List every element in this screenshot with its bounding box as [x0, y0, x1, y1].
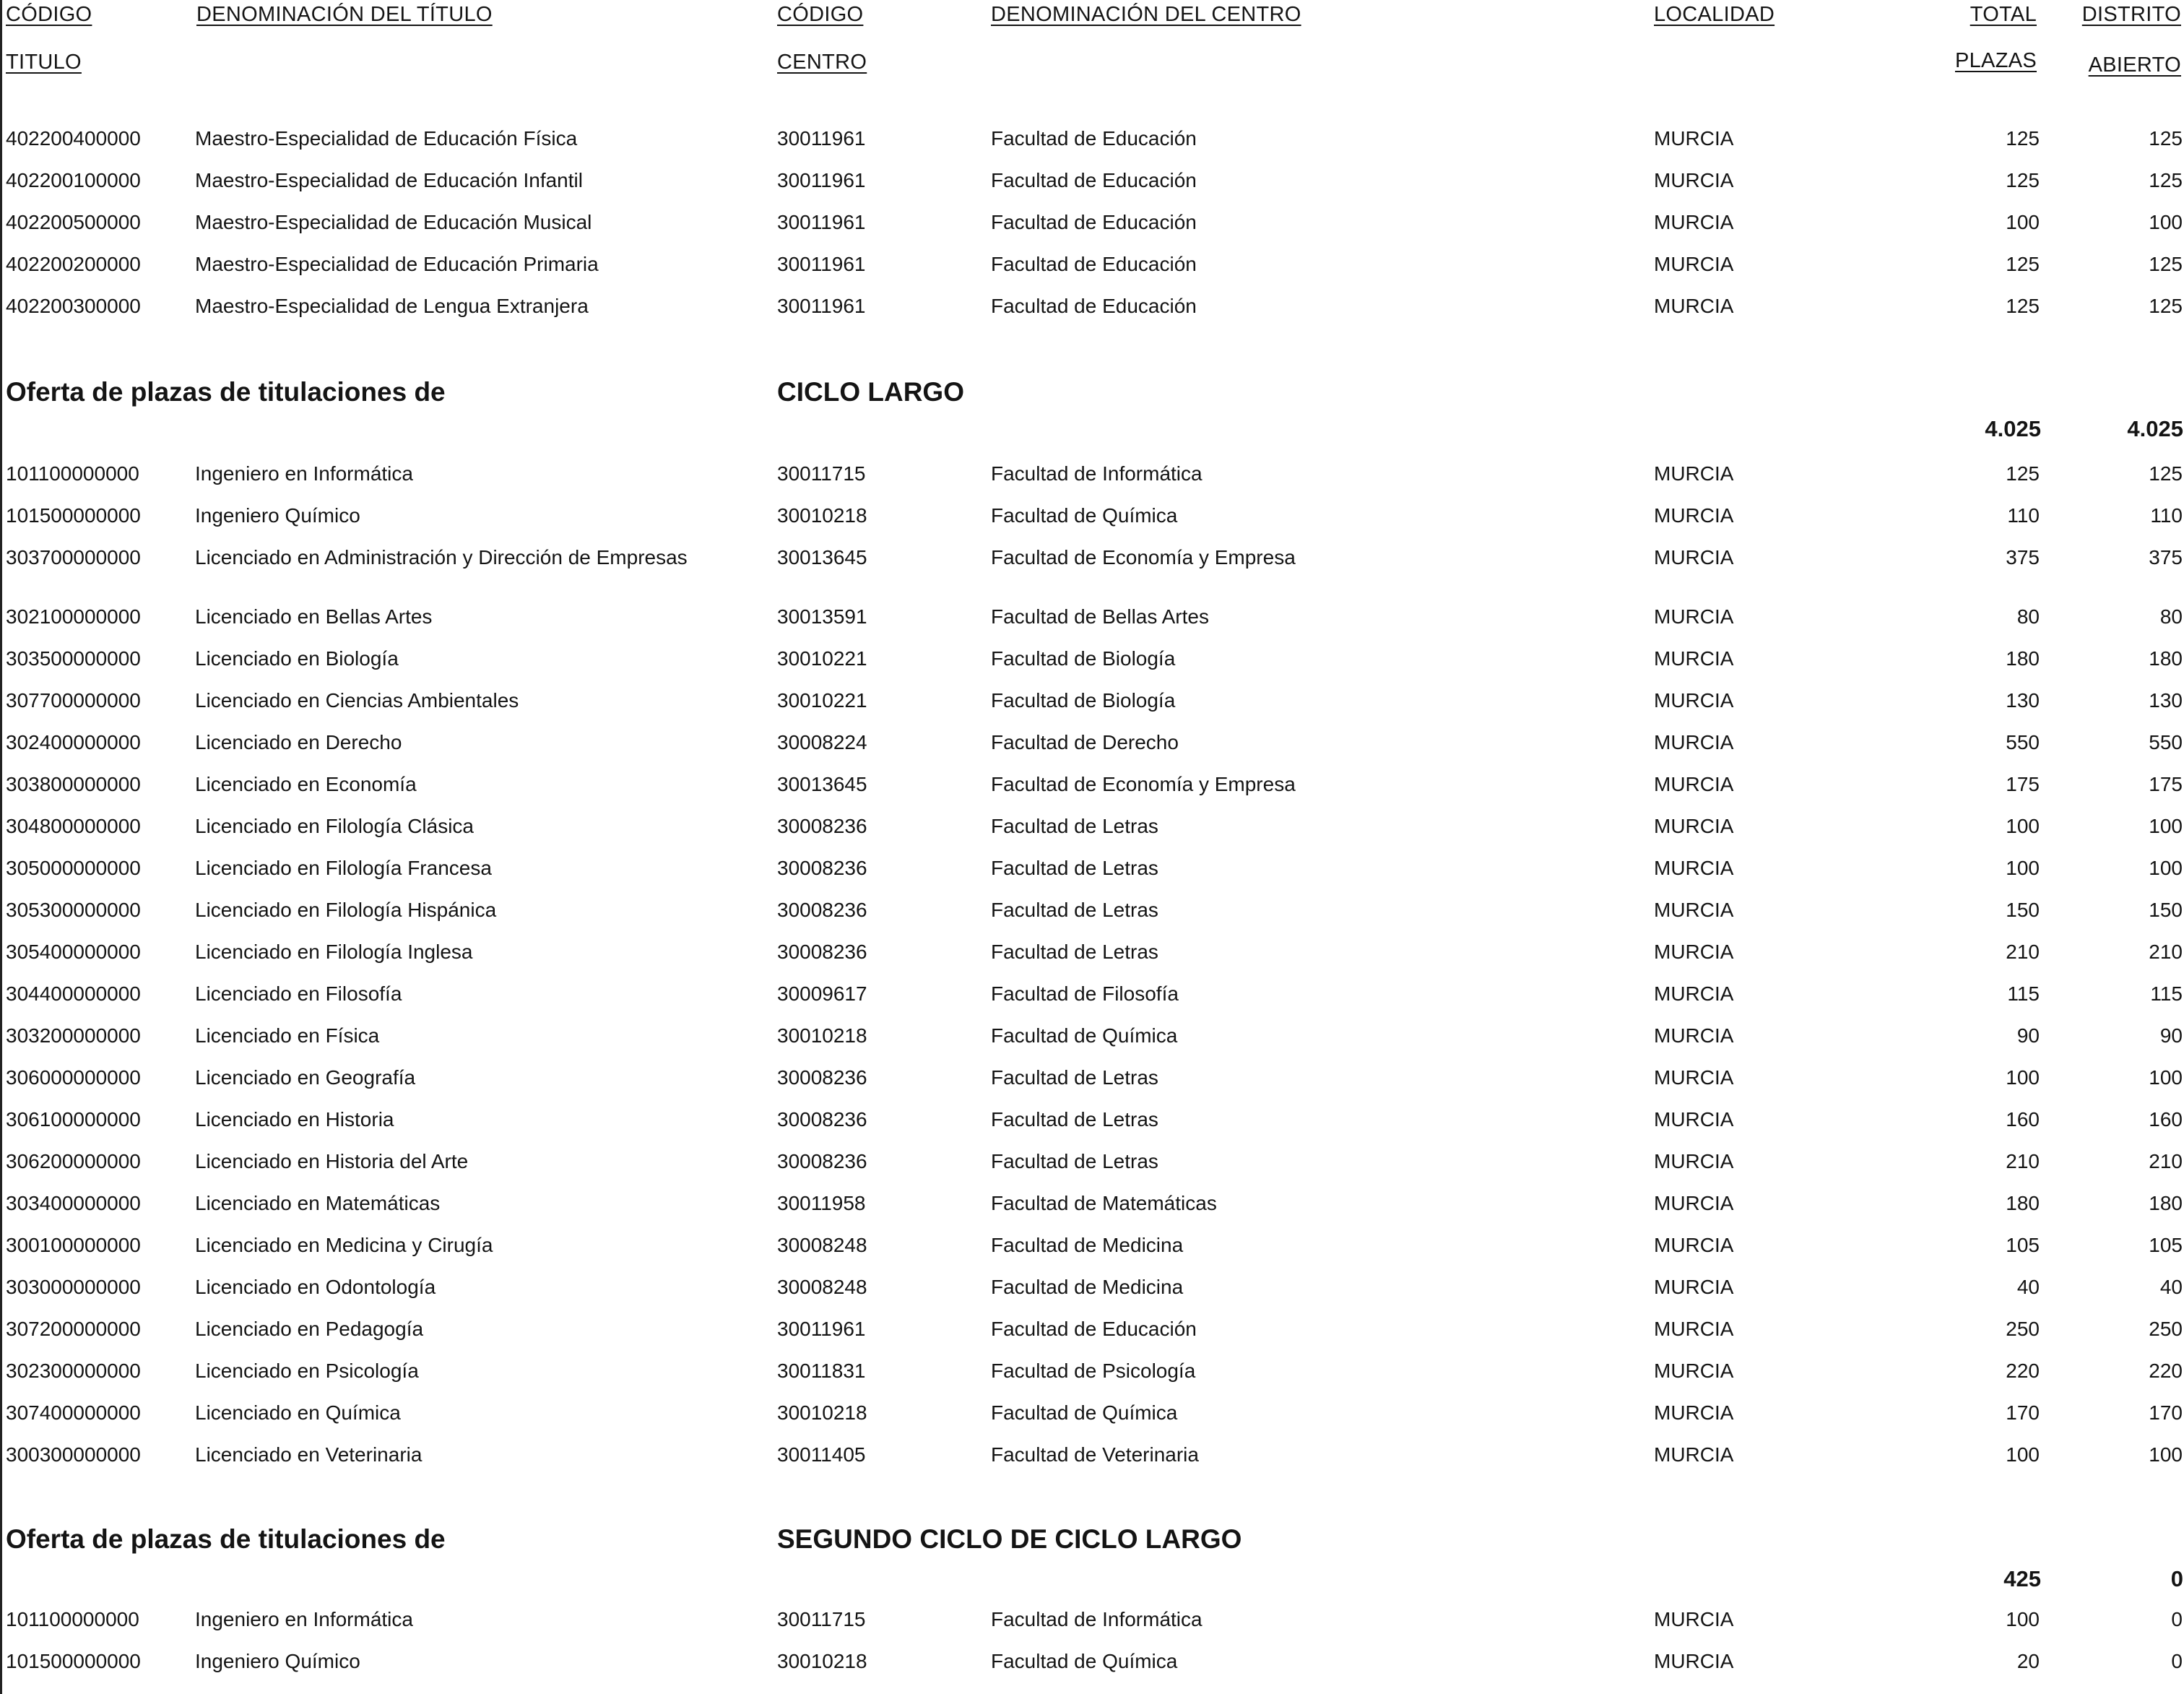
table-row [0, 1273, 2184, 1302]
codigo-titulo-cell: 303000000000 [6, 1276, 141, 1298]
distrito-abierto-cell: 80 [2159, 605, 2183, 628]
localidad-cell: MURCIA [1654, 127, 1734, 150]
total-plazas-cell: 100 [2006, 1443, 2040, 1466]
table-row [0, 250, 2184, 279]
titulo-cell: Maestro-Especialidad de Educación Musical [195, 211, 592, 233]
total-plazas-cell: 180 [2006, 647, 2040, 670]
codigo-centro-cell: 30008236 [777, 899, 867, 921]
distrito-abierto-cell: 0 [2171, 1650, 2183, 1672]
titulo-cell: Maestro-Especialidad de Educación Primaria [195, 253, 599, 275]
table-row [0, 686, 2184, 715]
total-plazas-cell: 40 [2016, 1276, 2040, 1298]
titulo-cell: Licenciado en Pedagogía [195, 1318, 424, 1340]
total-plazas-cell: 210 [2006, 941, 2040, 963]
table-row [0, 208, 2184, 237]
total-plazas-cell: 125 [2006, 127, 2040, 150]
titulo-cell: Licenciado en Geografía [195, 1066, 416, 1089]
total-plazas-cell: 115 [2007, 982, 2040, 1005]
total-plazas-cell: 210 [2006, 1150, 2040, 1172]
centro-cell: Facultad de Letras [991, 1108, 1158, 1131]
codigo-centro-cell: 30010221 [777, 647, 867, 670]
centro-cell: Facultad de Educación [991, 1318, 1197, 1340]
total-plazas-cell: 100 [2006, 211, 2040, 233]
total-plazas-cell: 125 [2006, 462, 2040, 485]
codigo-titulo-cell: 101100000000 [6, 462, 139, 485]
distrito-abierto-cell: 40 [2159, 1276, 2183, 1298]
centro-cell: Facultad de Letras [991, 941, 1158, 963]
distrito-abierto-cell: 125 [2149, 169, 2183, 191]
codigo-titulo-cell: 300100000000 [6, 1234, 141, 1256]
header-localidad: LOCALIDAD [1654, 3, 1775, 26]
codigo-centro-cell: 30008236 [777, 857, 867, 879]
codigo-titulo-cell: 101100000000 [6, 1608, 139, 1630]
codigo-titulo-cell: 402200500000 [6, 211, 141, 233]
codigo-titulo-cell: 306000000000 [6, 1066, 141, 1089]
codigo-centro-cell: 30008236 [777, 941, 867, 963]
total-plazas-cell: 175 [2006, 773, 2040, 795]
distrito-abierto-cell: 220 [2149, 1360, 2183, 1382]
table-row [0, 292, 2184, 321]
localidad-cell: MURCIA [1654, 1192, 1734, 1214]
titulo-cell: Licenciado en Historia del Arte [195, 1150, 469, 1172]
codigo-titulo-cell: 305400000000 [6, 941, 141, 963]
titulo-cell: Licenciado en Filología Hispánica [195, 899, 497, 921]
table-row [0, 1021, 2184, 1050]
codigo-titulo-cell: 101500000000 [6, 1650, 141, 1672]
centro-cell: Facultad de Letras [991, 1150, 1158, 1172]
table-row [0, 1147, 2184, 1176]
codigo-centro-cell: 30008236 [777, 1108, 867, 1131]
distrito-abierto-cell: 105 [2149, 1234, 2183, 1256]
table-row [0, 1399, 2184, 1427]
localidad-cell: MURCIA [1654, 1066, 1734, 1089]
section-label: Oferta de plazas de titulaciones de [6, 1524, 446, 1554]
codigo-centro-cell: 30008224 [777, 731, 867, 753]
localidad-cell: MURCIA [1654, 731, 1734, 753]
table-row [0, 543, 2184, 572]
titulo-cell: Maestro-Especialidad de Educación Infantil [195, 169, 583, 191]
codigo-centro-cell: 30013645 [777, 546, 867, 569]
centro-cell: Facultad de Química [991, 504, 1178, 527]
total-plazas-cell: 550 [2006, 731, 2040, 753]
distrito-abierto-cell: 180 [2149, 647, 2183, 670]
total-plazas-cell: 100 [2006, 815, 2040, 837]
codigo-titulo-cell: 402200200000 [6, 253, 141, 275]
codigo-centro-cell: 30011831 [777, 1360, 866, 1382]
total-plazas-cell: 130 [2006, 689, 2040, 712]
total-plazas-cell: 80 [2016, 605, 2040, 628]
titulo-cell: Maestro-Especialidad de Lengua Extranjera [195, 295, 589, 317]
distrito-abierto-cell: 180 [2149, 1192, 2183, 1214]
table-row [0, 854, 2184, 883]
localidad-cell: MURCIA [1654, 1360, 1734, 1382]
codigo-centro-cell: 30011715 [777, 462, 866, 485]
header-distrito-line1: DISTRITO [2081, 3, 2181, 26]
localidad-cell: MURCIA [1654, 605, 1734, 628]
localidad-cell: MURCIA [1654, 1234, 1734, 1256]
centro-cell: Facultad de Educación [991, 169, 1197, 191]
codigo-titulo-cell: 307700000000 [6, 689, 141, 712]
titulo-cell: Licenciado en Física [195, 1024, 380, 1047]
total-plazas-cell: 170 [2006, 1401, 2040, 1424]
table-row [0, 1605, 2184, 1634]
codigo-centro-cell: 30008236 [777, 1150, 867, 1172]
centro-cell: Facultad de Informática [991, 462, 1202, 485]
localidad-cell: MURCIA [1654, 689, 1734, 712]
distrito-abierto-cell: 125 [2149, 295, 2183, 317]
codigo-centro-cell: 30013645 [777, 773, 867, 795]
distrito-abierto-cell: 125 [2149, 462, 2183, 485]
localidad-cell: MURCIA [1654, 647, 1734, 670]
titulo-cell: Licenciado en Filología Francesa [195, 857, 492, 879]
total-plazas-cell: 160 [2006, 1108, 2040, 1131]
table-row [0, 459, 2184, 488]
centro-cell: Facultad de Química [991, 1024, 1178, 1047]
titulo-cell: Ingeniero en Informática [195, 1608, 413, 1630]
codigo-centro-cell: 30008236 [777, 1066, 867, 1089]
header-distrito-line2: ABIERTO [2088, 53, 2181, 77]
titulo-cell: Licenciado en Biología [195, 647, 399, 670]
titulo-cell: Licenciado en Ciencias Ambientales [195, 689, 519, 712]
localidad-cell: MURCIA [1654, 295, 1734, 317]
centro-cell: Facultad de Veterinaria [991, 1443, 1199, 1466]
titulo-cell: Licenciado en Bellas Artes [195, 605, 433, 628]
codigo-titulo-cell: 402200300000 [6, 295, 141, 317]
centro-cell: Facultad de Letras [991, 857, 1158, 879]
table-row [0, 1105, 2184, 1134]
total-plazas-cell: 100 [2006, 857, 2040, 879]
total-plazas-cell: 125 [2006, 253, 2040, 275]
header-denominacion-centro: DENOMINACIÓN DEL CENTRO [991, 3, 1301, 26]
centro-cell: Facultad de Química [991, 1401, 1178, 1424]
total-plazas-cell: 105 [2006, 1234, 2040, 1256]
total-plazas-cell: 150 [2006, 899, 2040, 921]
codigo-titulo-cell: 306100000000 [6, 1108, 141, 1131]
titulo-cell: Licenciado en Derecho [195, 731, 402, 753]
codigo-centro-cell: 30011961 [777, 295, 866, 317]
titulo-cell: Licenciado en Historia [195, 1108, 394, 1131]
localidad-cell: MURCIA [1654, 815, 1734, 837]
table-row [0, 812, 2184, 841]
localidad-cell: MURCIA [1654, 504, 1734, 527]
centro-cell: Facultad de Bellas Artes [991, 605, 1209, 628]
table-row [0, 1357, 2184, 1386]
header-denominacion-titulo: DENOMINACIÓN DEL TÍTULO [196, 3, 493, 26]
codigo-centro-cell: 30011961 [777, 211, 866, 233]
table-row [0, 1063, 2184, 1092]
localidad-cell: MURCIA [1654, 546, 1734, 569]
codigo-titulo-cell: 402200400000 [6, 127, 141, 150]
table-row [0, 1647, 2184, 1676]
distrito-abierto-cell: 90 [2159, 1024, 2183, 1047]
localidad-cell: MURCIA [1654, 982, 1734, 1005]
table-row [0, 602, 2184, 631]
codigo-centro-cell: 30008236 [777, 815, 867, 837]
distrito-abierto-cell: 0 [2171, 1608, 2183, 1630]
centro-cell: Facultad de Biología [991, 647, 1176, 670]
codigo-titulo-cell: 300300000000 [6, 1443, 141, 1466]
total-plazas-cell: 110 [2007, 504, 2040, 527]
titulo-cell: Licenciado en Economía [195, 773, 417, 795]
localidad-cell: MURCIA [1654, 1608, 1734, 1630]
total-plazas-cell: 250 [2006, 1318, 2040, 1340]
total-plazas-cell: 100 [2006, 1066, 2040, 1089]
total-plazas-cell: 20 [2016, 1650, 2040, 1672]
titulo-cell: Ingeniero Químico [195, 1650, 360, 1672]
header-codigo-titulo-line1: CÓDIGO [6, 3, 92, 26]
distrito-abierto-cell: 125 [2149, 127, 2183, 150]
centro-cell: Facultad de Derecho [991, 731, 1179, 753]
codigo-centro-cell: 30011961 [777, 1318, 866, 1340]
centro-cell: Facultad de Filosofía [991, 982, 1179, 1005]
titulo-cell: Licenciado en Administración y Dirección de Empresas [195, 546, 688, 569]
centro-cell: Facultad de Economía y Empresa [991, 773, 1296, 795]
centro-cell: Facultad de Educación [991, 295, 1197, 317]
localidad-cell: MURCIA [1654, 169, 1734, 191]
codigo-titulo-cell: 305000000000 [6, 857, 141, 879]
titulo-cell: Licenciado en Psicología [195, 1360, 419, 1382]
titulo-cell: Licenciado en Odontología [195, 1276, 436, 1298]
codigo-titulo-cell: 303500000000 [6, 647, 141, 670]
codigo-titulo-cell: 303400000000 [6, 1192, 141, 1214]
section-total-plazas: 425 [2003, 1566, 2041, 1591]
table-row [0, 938, 2184, 967]
centro-cell: Facultad de Letras [991, 815, 1158, 837]
localidad-cell: MURCIA [1654, 899, 1734, 921]
localidad-cell: MURCIA [1654, 1318, 1734, 1340]
section-total-distrito: 4.025 [2127, 416, 2183, 441]
titulo-cell: Ingeniero en Informática [195, 462, 413, 485]
header-codigo-centro-line2: CENTRO [777, 51, 867, 74]
distrito-abierto-cell: 250 [2149, 1318, 2183, 1340]
distrito-abierto-cell: 100 [2149, 1066, 2183, 1089]
table-row [0, 1189, 2184, 1218]
distrito-abierto-cell: 110 [2150, 504, 2183, 527]
centro-cell: Facultad de Educación [991, 253, 1197, 275]
header-codigo-titulo-line2: TITULO [6, 51, 82, 74]
codigo-centro-cell: 30010218 [777, 1650, 867, 1672]
codigo-titulo-cell: 304400000000 [6, 982, 141, 1005]
localidad-cell: MURCIA [1654, 1024, 1734, 1047]
section-label: Oferta de plazas de titulaciones de [6, 377, 446, 407]
total-plazas-cell: 125 [2006, 295, 2040, 317]
codigo-titulo-cell: 307200000000 [6, 1318, 141, 1340]
centro-cell: Facultad de Medicina [991, 1234, 1184, 1256]
localidad-cell: MURCIA [1654, 253, 1734, 275]
codigo-centro-cell: 30010218 [777, 1024, 867, 1047]
titulo-cell: Ingeniero Químico [195, 504, 360, 527]
total-plazas-cell: 220 [2006, 1360, 2040, 1382]
distrito-abierto-cell: 100 [2149, 1443, 2183, 1466]
localidad-cell: MURCIA [1654, 1401, 1734, 1424]
localidad-cell: MURCIA [1654, 773, 1734, 795]
titulo-cell: Licenciado en Veterinaria [195, 1443, 422, 1466]
header-codigo-centro-line1: CÓDIGO [777, 3, 864, 26]
centro-cell: Facultad de Economía y Empresa [991, 546, 1296, 569]
section-total-distrito: 0 [2170, 1566, 2183, 1591]
centro-cell: Facultad de Letras [991, 899, 1158, 921]
section-total-plazas: 4.025 [1985, 416, 2041, 441]
codigo-titulo-cell: 303700000000 [6, 546, 141, 569]
codigo-centro-cell: 30010221 [777, 689, 867, 712]
centro-cell: Facultad de Psicología [991, 1360, 1196, 1382]
distrito-abierto-cell: 100 [2149, 815, 2183, 837]
codigo-titulo-cell: 101500000000 [6, 504, 141, 527]
localidad-cell: MURCIA [1654, 1108, 1734, 1131]
distrito-abierto-cell: 115 [2150, 982, 2183, 1005]
localidad-cell: MURCIA [1654, 1150, 1734, 1172]
codigo-titulo-cell: 303200000000 [6, 1024, 141, 1047]
table-row [0, 980, 2184, 1008]
section-cycle-title: CICLO LARGO [777, 377, 964, 407]
titulo-cell: Licenciado en Filosofía [195, 982, 402, 1005]
localidad-cell: MURCIA [1654, 1443, 1734, 1466]
centro-cell: Facultad de Educación [991, 211, 1197, 233]
distrito-abierto-cell: 150 [2149, 899, 2183, 921]
table-row [0, 166, 2184, 195]
codigo-titulo-cell: 302400000000 [6, 731, 141, 753]
localidad-cell: MURCIA [1654, 462, 1734, 485]
codigo-centro-cell: 30008248 [777, 1234, 867, 1256]
distrito-abierto-cell: 100 [2149, 857, 2183, 879]
codigo-centro-cell: 30011961 [777, 127, 866, 150]
total-plazas-cell: 100 [2006, 1608, 2040, 1630]
distrito-abierto-cell: 375 [2149, 546, 2183, 569]
codigo-titulo-cell: 302100000000 [6, 605, 141, 628]
distrito-abierto-cell: 130 [2149, 689, 2183, 712]
distrito-abierto-cell: 125 [2149, 253, 2183, 275]
codigo-titulo-cell: 307400000000 [6, 1401, 141, 1424]
table-row [0, 644, 2184, 673]
localidad-cell: MURCIA [1654, 857, 1734, 879]
codigo-titulo-cell: 402200100000 [6, 169, 141, 191]
codigo-titulo-cell: 305300000000 [6, 899, 141, 921]
table-row [0, 896, 2184, 925]
codigo-titulo-cell: 303800000000 [6, 773, 141, 795]
centro-cell: Facultad de Biología [991, 689, 1176, 712]
codigo-centro-cell: 30011961 [777, 253, 866, 275]
localidad-cell: MURCIA [1654, 211, 1734, 233]
titulo-cell: Maestro-Especialidad de Educación Física [195, 127, 578, 150]
distrito-abierto-cell: 100 [2149, 211, 2183, 233]
codigo-centro-cell: 30008248 [777, 1276, 867, 1298]
table-row [0, 501, 2184, 530]
centro-cell: Facultad de Letras [991, 1066, 1158, 1089]
header-total-line2: PLAZAS [1954, 49, 2037, 72]
distrito-abierto-cell: 170 [2149, 1401, 2183, 1424]
table-row [0, 1231, 2184, 1260]
codigo-centro-cell: 30013591 [777, 605, 867, 628]
table-row [0, 1315, 2184, 1344]
table-row [0, 728, 2184, 757]
total-plazas-cell: 375 [2006, 546, 2040, 569]
table-row [0, 124, 2184, 153]
header-total-line1: TOTAL [1970, 3, 2037, 26]
codigo-centro-cell: 30009617 [777, 982, 867, 1005]
centro-cell: Facultad de Química [991, 1650, 1178, 1672]
codigo-titulo-cell: 302300000000 [6, 1360, 141, 1382]
centro-cell: Facultad de Educación [991, 127, 1197, 150]
codigo-centro-cell: 30011405 [777, 1443, 866, 1466]
total-plazas-cell: 90 [2016, 1024, 2040, 1047]
section-cycle-title: SEGUNDO CICLO DE CICLO LARGO [777, 1524, 1242, 1554]
titulo-cell: Licenciado en Matemáticas [195, 1192, 441, 1214]
codigo-centro-cell: 30011961 [777, 169, 866, 191]
titulo-cell: Licenciado en Química [195, 1401, 401, 1424]
table-row [0, 1440, 2184, 1469]
codigo-centro-cell: 30011715 [777, 1608, 866, 1630]
distrito-abierto-cell: 210 [2149, 1150, 2183, 1172]
total-plazas-cell: 180 [2006, 1192, 2040, 1214]
centro-cell: Facultad de Matemáticas [991, 1192, 1217, 1214]
centro-cell: Facultad de Medicina [991, 1276, 1184, 1298]
localidad-cell: MURCIA [1654, 1650, 1734, 1672]
codigo-titulo-cell: 304800000000 [6, 815, 141, 837]
titulo-cell: Licenciado en Filología Clásica [195, 815, 474, 837]
titulo-cell: Licenciado en Filología Inglesa [195, 941, 473, 963]
codigo-centro-cell: 30010218 [777, 504, 867, 527]
distrito-abierto-cell: 160 [2149, 1108, 2183, 1131]
codigo-centro-cell: 30011958 [777, 1192, 866, 1214]
distrito-abierto-cell: 550 [2149, 731, 2183, 753]
codigo-titulo-cell: 306200000000 [6, 1150, 141, 1172]
centro-cell: Facultad de Informática [991, 1608, 1202, 1630]
table-row [0, 770, 2184, 799]
titulo-cell: Licenciado en Medicina y Cirugía [195, 1234, 493, 1256]
distrito-abierto-cell: 175 [2149, 773, 2183, 795]
localidad-cell: MURCIA [1654, 1276, 1734, 1298]
total-plazas-cell: 125 [2006, 169, 2040, 191]
localidad-cell: MURCIA [1654, 941, 1734, 963]
distrito-abierto-cell: 210 [2149, 941, 2183, 963]
codigo-centro-cell: 30010218 [777, 1401, 867, 1424]
